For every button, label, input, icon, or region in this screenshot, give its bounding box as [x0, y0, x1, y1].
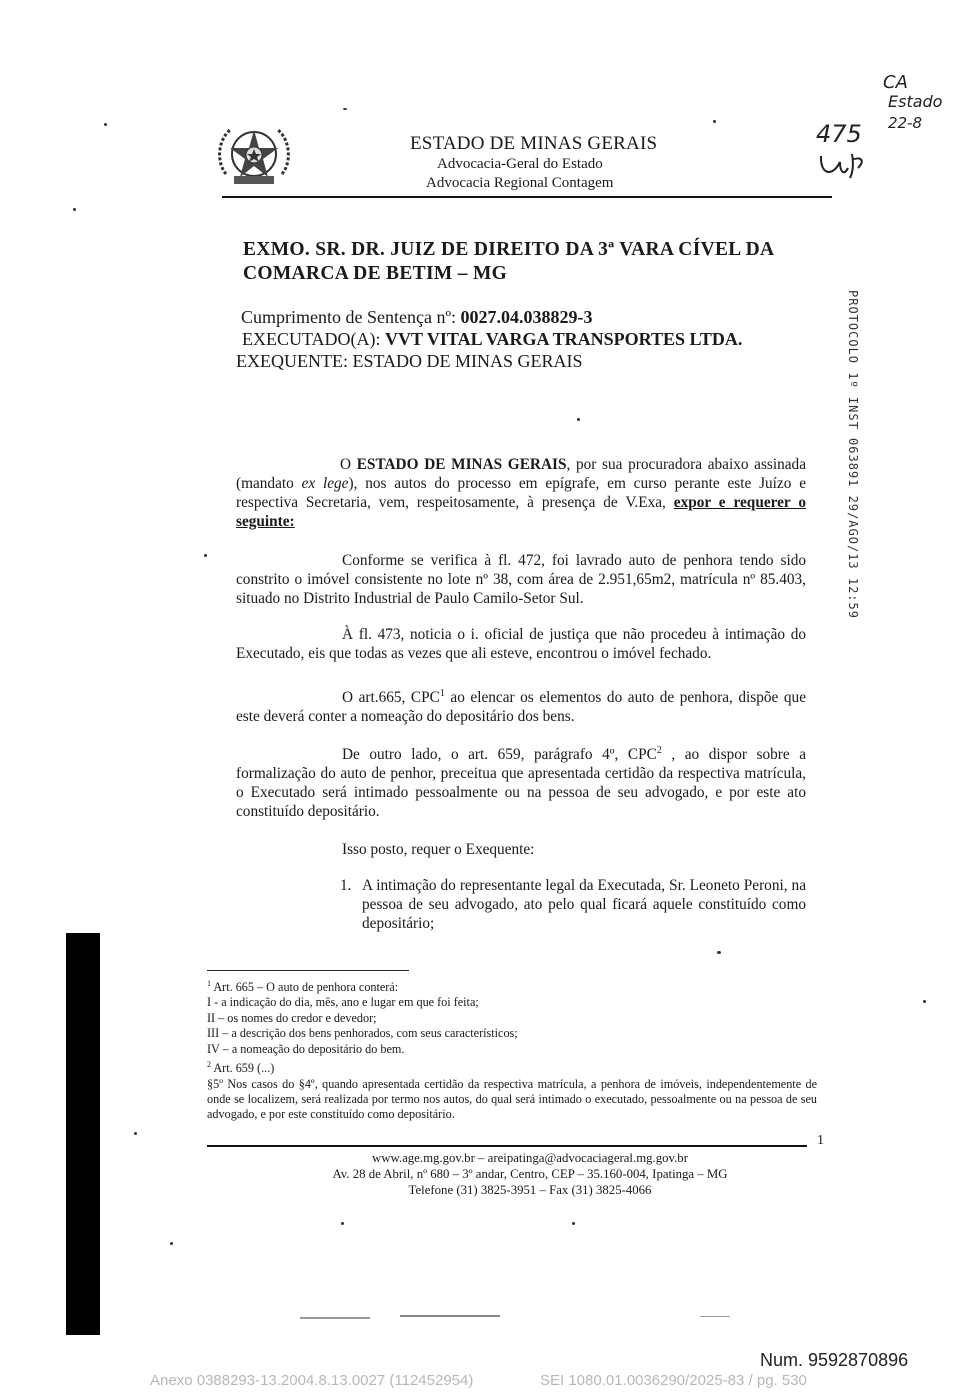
scan-noise [400, 1315, 500, 1317]
annex-id: Anexo 0388293-13.2004.8.13.0027 (112452954) [150, 1372, 474, 1389]
handwritten-label: Estado [888, 92, 943, 111]
paragraph-art659: De outro lado, o art. 659, parágrafo 4º, CPC$^2$ , ao dispor sobre a formalização do auto de penhor, preceitua que apresentada certidão da respectiva matrícula, o Executado será intimado pessoalmente ou na pessoa de seu advogado, e por este ato constituído depositário. [236, 745, 806, 821]
footnote-line: $^1$ Art. 665 – O auto de penhora conterá: [207, 979, 399, 995]
scan-noise [700, 1316, 730, 1317]
coat-of-arms-icon [216, 122, 292, 188]
page-number: 1 [817, 1133, 824, 1148]
case-info [233, 306, 833, 372]
item-number: 1. [340, 877, 352, 894]
request-phrase: expor e requerer o seguinte: [236, 494, 806, 530]
footnote-line: II – os nomes do credor e devedor; [207, 1010, 377, 1025]
handwritten-initials: CA [883, 72, 908, 93]
scan-black-bar [66, 933, 100, 1335]
exequente-label: EXEQUENTE: [236, 351, 348, 371]
footnote-rule [207, 970, 409, 971]
header-office: Advocacia Regional Contagem [426, 175, 614, 191]
request-item-1 [340, 876, 806, 933]
item-text: A intimação do representante legal da Executada, Sr. Leoneto Peroni, na pessoa de seu advogado, ato pelo qual ficará aquele constituído como depositário; [362, 877, 806, 932]
footnote-line: III – a descrição dos bens penhorados, com seus característicos; [207, 1026, 518, 1041]
executado-name: VVT VITAL VARGA TRANSPORTES LTDA. [385, 329, 743, 349]
footnote-line: $^2$ Art. 659 (...) [207, 1060, 275, 1076]
header-rule [222, 196, 832, 198]
case-number-label: Cumprimento de Sentença nº: [241, 307, 457, 327]
addressee-line1: EXMO. SR. DR. JUIZ DE DIREITO DA 3ª VARA CÍVEL DA [243, 239, 775, 260]
footer-rule [207, 1145, 807, 1147]
handwritten-page-number: 475 [816, 120, 862, 148]
addressee-line2: COMARCA DE BETIM – MG [243, 263, 508, 284]
footnotes [207, 976, 817, 1123]
footer [260, 1150, 800, 1198]
addressee [243, 238, 813, 286]
handwritten-signature [818, 148, 868, 186]
footer-address: Av. 28 de Abril, nº 680 – 3º andar, Centro, CEP – 35.160-004, Ipatinga – MG [332, 1167, 728, 1181]
case-number: 0027.04.038829-3 [460, 307, 593, 327]
header-state: ESTADO DE MINAS GERAIS [410, 133, 658, 154]
paragraph-fl472: Conforme se verifica à fl. 472, foi lavrado auto de penhora tendo sido constrito o imóvel consistente no lote nº 38, com área de 2.951,65m2, matrícula nº 85.403, situado no Distrito Industrial de Paulo Camilo-Setor Sul. [236, 552, 806, 607]
footnote-line: I - a indicação do dia, mês, ano e lugar em que foi feita; [207, 995, 479, 1010]
footer-phone: Telefone (31) 3825-3951 – Fax (31) 3825-4066 [408, 1183, 652, 1197]
paragraph-request-intro: Isso posto, requer o Exequente: [342, 841, 535, 858]
footnote-paragraph: §5º Nos casos do §4º, quando apresentada certidão da respectiva matrícula, a penhora de imóveis, independentemente de onde se localizem, será realizada por termo nos autos, do qual será intimado o executado, pessoalmente ou na pessoa de seu advogado, e por este constituído como depositário. [207, 1076, 817, 1122]
intro-paragraph: O ESTADO DE MINAS GERAIS, por sua procuradora abaixo assinada (mandato ex lege), nos autos do processo em epígrafe, em curso perante este Juízo e respectiva Secretaria, vem, respeitosamente, à presença de V.Exa, expor e requerer o seguinte: [236, 456, 806, 530]
sei-reference: SEI 1080.01.0036290/2025-83 / pg. 530 [540, 1372, 807, 1389]
footnote-ref-1: 1 [439, 688, 445, 699]
exequente-name: ESTADO DE MINAS GERAIS [352, 351, 583, 371]
document-num: Num. 9592870896 [760, 1350, 909, 1370]
footnote-ref-2: 2 [656, 745, 662, 756]
handwritten-date: 22-8 [888, 114, 923, 132]
footer-web-email: www.age.mg.gov.br – areipatinga@advocaciageral.mg.gov.br [372, 1151, 688, 1165]
protocol-stamp: PROTOCOLO 1º INST 063891 29/AGO/13 12:59 [846, 290, 860, 619]
paragraph-art665: O art.665, CPC$^1$ ao elencar os elementos do auto de penhora, dispõe que este deverá conter a nomeação do depositário dos bens. [236, 688, 806, 726]
footnote-line: IV – a nomeação do depositário do bem. [207, 1041, 405, 1056]
paragraph-fl473: À fl. 473, noticia o i. oficial de justiça que não procedeu à intimação do Executado, eis que todas as vezes que ali esteve, encontrou o imóvel fechado. [236, 626, 806, 662]
scan-noise [300, 1317, 370, 1319]
executado-label: EXECUTADO(A): [242, 329, 381, 349]
header-agency: Advocacia-Geral do Estado [437, 156, 603, 172]
party-name: ESTADO DE MINAS GERAIS [356, 456, 567, 473]
